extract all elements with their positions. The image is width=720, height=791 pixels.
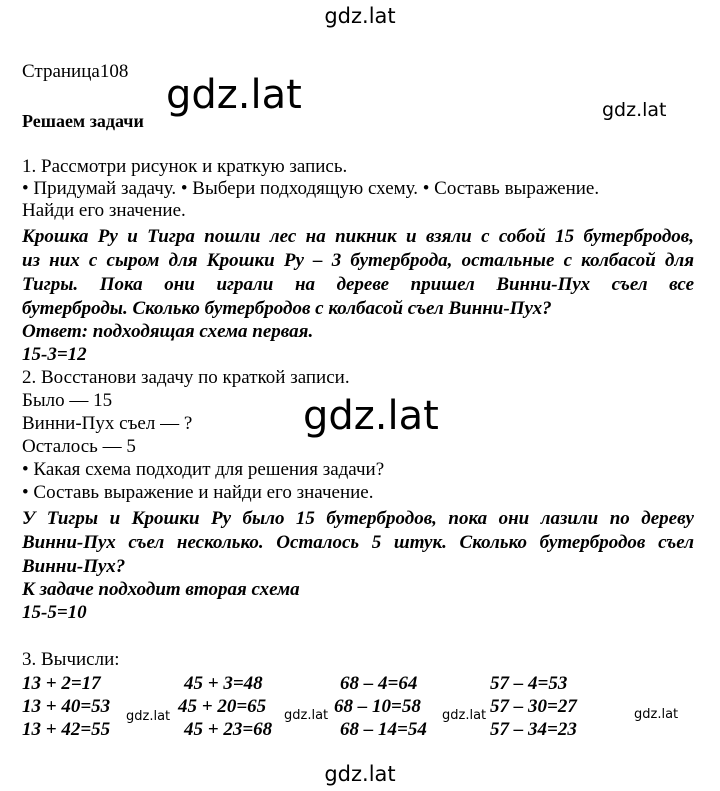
calc-item: 68 – 14=54 xyxy=(340,719,427,740)
task2-line1: 2. Восстанови задачу по краткой записи. xyxy=(22,367,350,388)
watermark-calc-2: gdz.lat xyxy=(284,708,329,723)
task1-answer: Ответ: подходящая схема первая. xyxy=(22,321,314,342)
task2-answer-line: Винни-Пух съел несколько. Осталось 5 штук. Сколько бутербродов съел xyxy=(22,532,694,553)
watermark-large-header: gdz.lat xyxy=(166,72,302,118)
task2-answer-line: Винни-Пух? xyxy=(22,556,126,577)
calc-item: 45 + 23=68 xyxy=(184,719,273,740)
task2-solution: 15-5=10 xyxy=(22,602,87,623)
calc-item: 57 – 34=23 xyxy=(490,719,577,740)
task1-answer-line: из них с сыром для Крошки Ру – 3 бутерброда, остальные с колбасой для xyxy=(22,250,694,271)
task2-answer: К задаче подходит вторая схема xyxy=(22,579,300,600)
task2-left: Осталось — 5 xyxy=(22,436,136,457)
calc-item: 57 – 30=27 xyxy=(490,696,577,717)
calc-item: 13 + 40=53 xyxy=(22,696,111,717)
watermark-bottom: gdz.lat xyxy=(324,762,396,786)
watermark-calc-4: gdz.lat xyxy=(634,707,679,722)
calc-item: 68 – 4=64 xyxy=(340,673,418,694)
task1-answer-line: бутерброды. Сколько бутербродов с колбасой съел Винни-Пух? xyxy=(22,298,552,319)
calc-item: 57 – 4=53 xyxy=(490,673,568,694)
watermark-top: gdz.lat xyxy=(324,4,396,28)
task2-question2: • Составь выражение и найди его значение. xyxy=(22,482,374,503)
page-label: Страница108 xyxy=(22,61,129,82)
calc-item: 45 + 3=48 xyxy=(184,673,263,694)
task3-title: 3. Вычисли: xyxy=(22,649,120,670)
calc-item: 13 + 2=17 xyxy=(22,673,101,694)
task1-answer-line: Тигры. Пока они играли на дереве пришел Винни-Пух съел все xyxy=(22,274,694,295)
task2-question1: • Какая схема подходит для решения задачи? xyxy=(22,459,385,480)
calc-item: 68 – 10=58 xyxy=(334,696,421,717)
page-heading: Решаем задачи xyxy=(22,111,144,131)
watermark-large-middle: gdz.lat xyxy=(303,393,439,439)
task1-solution: 15-3=12 xyxy=(22,344,87,365)
task2-answer-line: У Тигры и Крошки Ру было 15 бутербродов, пока они лазили по дереву xyxy=(22,508,694,529)
calc-item: 45 + 20=65 xyxy=(178,696,267,717)
task2-ate: Винни-Пух съел — ? xyxy=(22,413,193,434)
task1-line2: • Придумай задачу. • Выбери подходящую схему. • Составь выражение. xyxy=(22,178,600,199)
watermark-calc-3: gdz.lat xyxy=(442,708,487,723)
task2-was: Было — 15 xyxy=(22,390,113,411)
watermark-calc-1: gdz.lat xyxy=(126,709,171,724)
task1-line1: 1. Рассмотри рисунок и краткую запись. xyxy=(22,156,348,177)
task1-line3: Найди его значение. xyxy=(22,200,186,221)
task1-answer-line: Крошка Ру и Тигра пошли лес на пикник и взяли с собой 15 бутербродов, xyxy=(22,226,694,247)
calc-item: 13 + 42=55 xyxy=(22,719,111,740)
watermark-right-header: gdz.lat xyxy=(602,99,667,121)
